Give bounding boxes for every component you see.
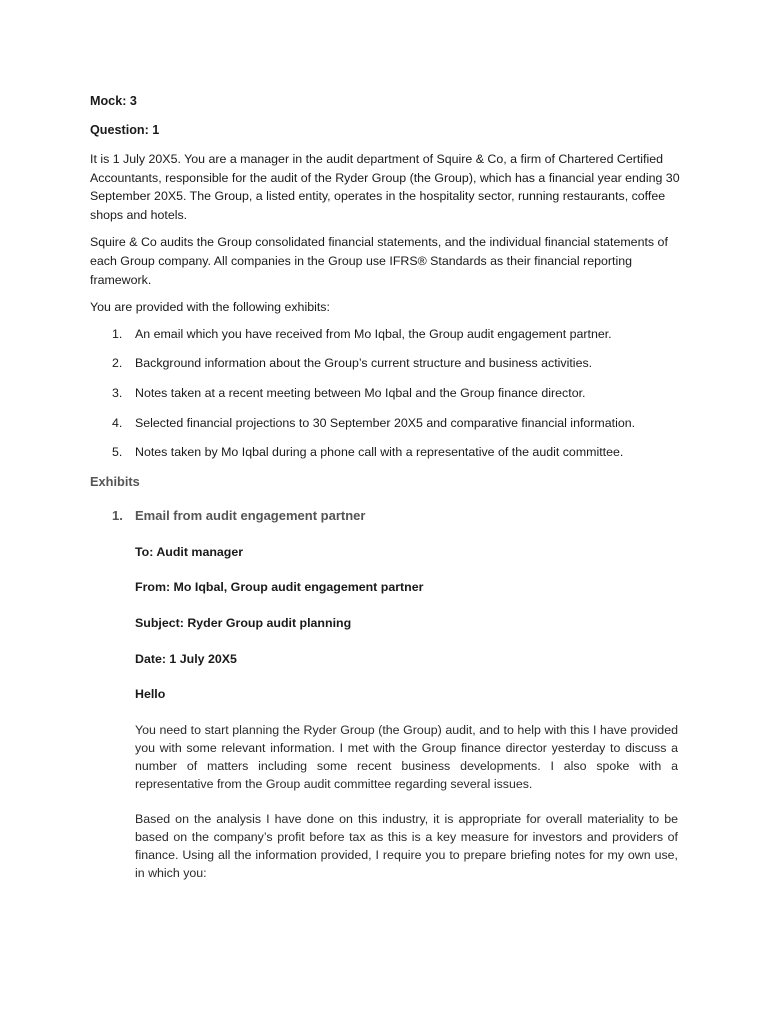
list-item-text: An email which you have received from Mo Iqbal, the Group audit engagement partner. xyxy=(135,326,612,341)
intro-paragraph-1: It is 1 July 20X5. You are a manager in the audit department of Squire & Co, a firm of Chartered Certified Accountants, responsible for the audit of the Ryder Group (the Group), which has a financial year ending 30 September 20X5. The Group, a listed entity, operates in the hospitality sector, running restaurants, coffee shops and hotels. xyxy=(90,152,680,222)
email-date: Date: 1 July 20X5 xyxy=(135,651,237,666)
list-item-number: 4. xyxy=(112,415,123,430)
list-item-text: Notes taken at a recent meeting between Mo Iqbal and the Group finance director. xyxy=(135,385,586,400)
exhibits-intro: You are provided with the following exhibits: xyxy=(90,300,330,315)
email-exhibit xyxy=(135,543,678,883)
email-body-paragraph-1: You need to start planning the Ryder Group (the Group) audit, and to help with this I have provided you with some relevant information. I met with the Group finance director yesterday to discuss a number of matters including some recent business developments. I also spoke with a representative from the Group audit committee regarding several issues. xyxy=(135,722,678,792)
list-item-text: Background information about the Group’s current structure and business activities. xyxy=(135,356,593,371)
list-item-number: 3. xyxy=(112,385,123,400)
list-item xyxy=(90,384,680,402)
exhibit-1-number: 1. xyxy=(112,507,123,523)
list-item xyxy=(90,414,680,432)
document-page xyxy=(90,92,680,898)
email-to: To: Audit manager xyxy=(135,544,244,559)
exhibit-1-title: Email from audit engagement partner xyxy=(135,507,366,523)
mock-heading: Mock: 3 xyxy=(90,94,137,108)
exhibit-list xyxy=(90,325,680,461)
list-item-text: Notes taken by Mo Iqbal during a phone call with a representative of the audit committee. xyxy=(135,445,624,460)
exhibits-section-title: Exhibits xyxy=(90,473,140,489)
list-item-text: Selected financial projections to 30 September 20X5 and comparative financial information. xyxy=(135,415,636,430)
exhibit-1-heading xyxy=(90,507,680,525)
list-item xyxy=(90,443,680,461)
intro-paragraph-2: Squire & Co audits the Group consolidated financial statements, and the individual financial statements of each Group company. All companies in the Group use IFRS® Standards as their financial reporting framework. xyxy=(90,235,668,287)
email-from: From: Mo Iqbal, Group audit engagement partner xyxy=(135,580,424,595)
email-body-paragraph-2: Based on the analysis I have done on this industry, it is appropriate for overall materiality to be based on the company’s profit before tax as this is a key measure for investors and providers of finance. Using all the information provided, I require you to prepare briefing notes for my own use, in which you: xyxy=(135,811,678,881)
email-greeting: Hello xyxy=(135,687,166,702)
email-subject: Subject: Ryder Group audit planning xyxy=(135,615,352,630)
list-item-number: 2. xyxy=(112,356,123,371)
list-item xyxy=(90,354,680,372)
question-heading: Question: 1 xyxy=(90,123,160,137)
list-item-number: 1. xyxy=(112,326,123,341)
list-item-number: 5. xyxy=(112,445,123,460)
list-item xyxy=(90,325,680,343)
